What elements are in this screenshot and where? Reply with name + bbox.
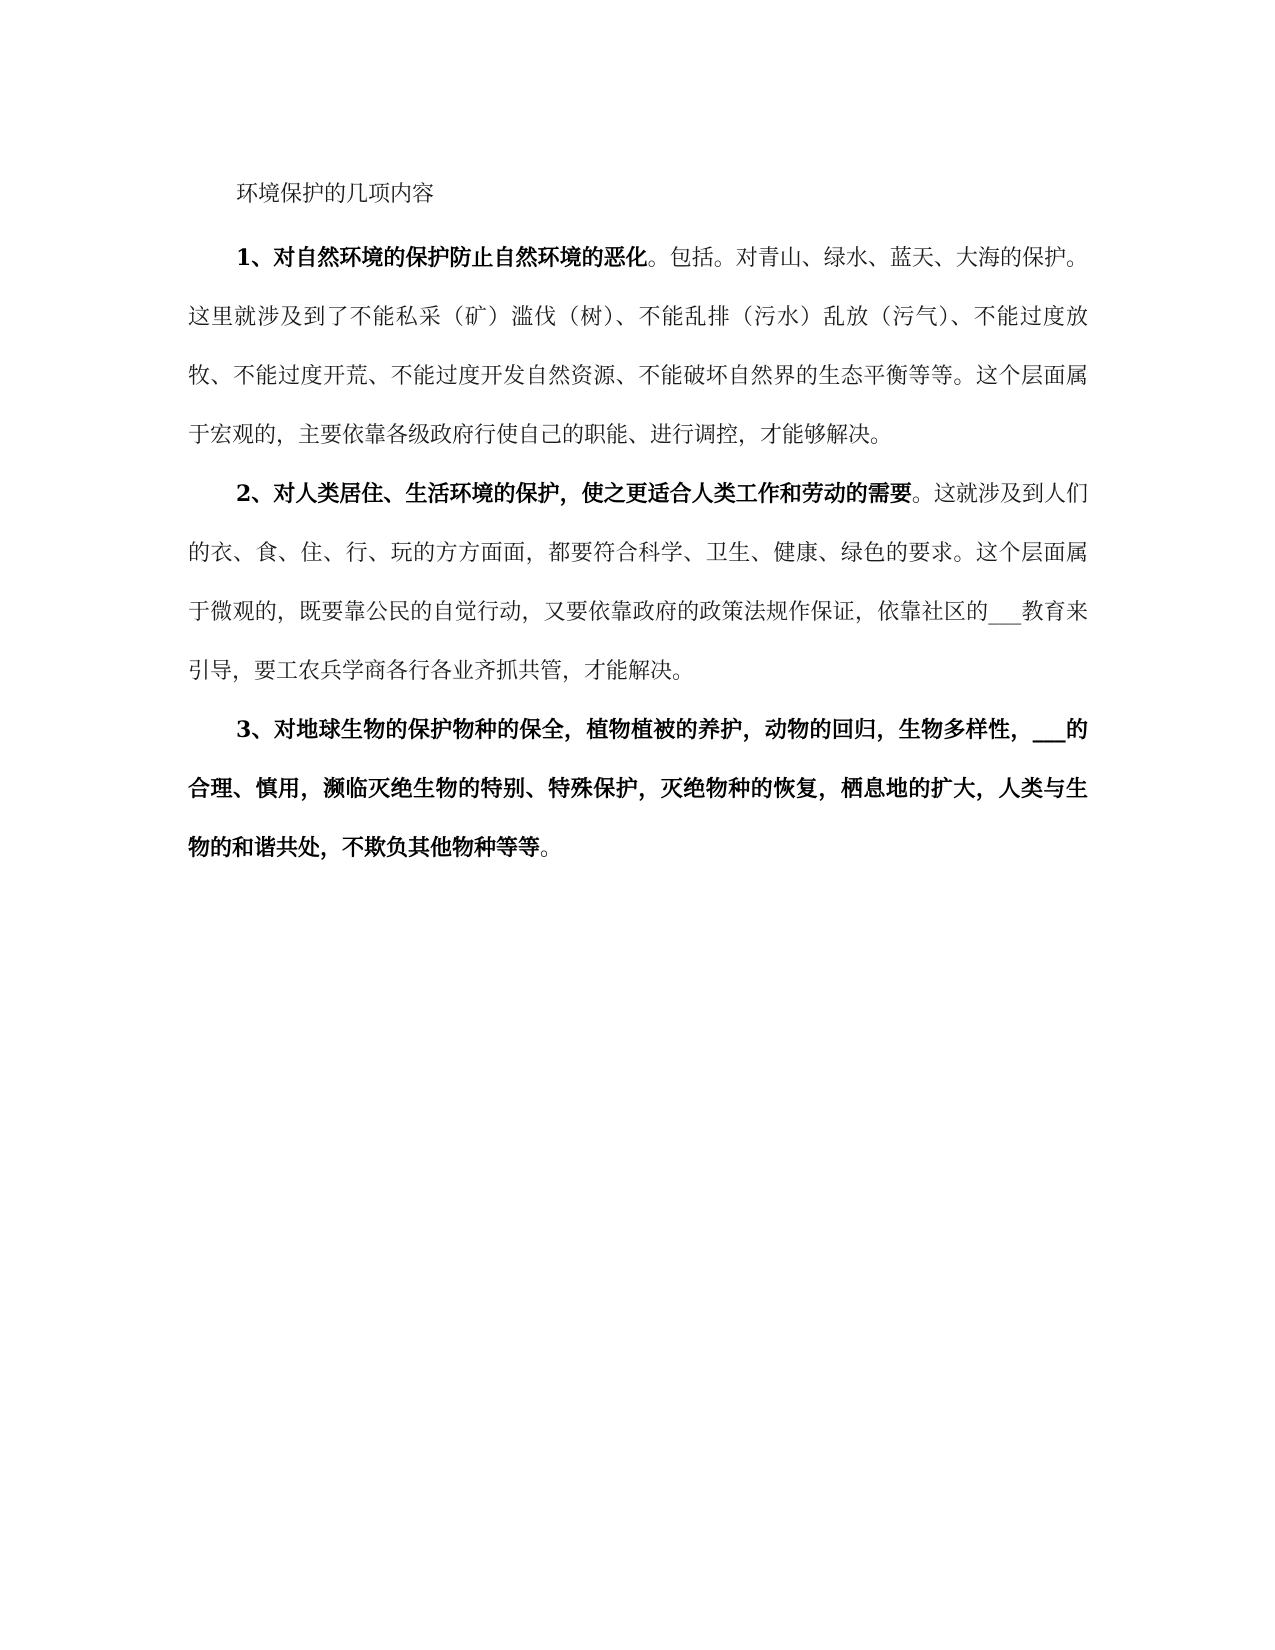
paragraph-3-text: 。 <box>540 836 563 861</box>
document-body <box>188 170 1088 878</box>
paragraph-2-lead: 2、对人类居住、生活环境的保护，使之更适合人类工作和劳动的需要 <box>236 481 912 507</box>
paragraph-2 <box>188 465 1088 701</box>
paragraph-1 <box>188 229 1088 465</box>
paragraph-3-lead: 3、对地球生物的保护物种的保全，植物植被的养护，动物的回归，生物多样性，___的合理、慎用，濒临灭绝生物的特别、特殊保护，灭绝物种的恢复，栖息地的扩大，人类与生物的和谐共处，不欺负其他物种等等 <box>188 717 1088 861</box>
document-title: 环境保护的几项内容 <box>236 182 435 207</box>
paragraph-3 <box>188 701 1088 878</box>
paragraph-1-lead: 1、对自然环境的保护防止自然环境的恶化 <box>236 245 648 271</box>
paragraph-2-text: 。这就涉及到人们的衣、食、住、行、玩的方方面面，都要符合科学、卫生、健康、绿色的要求。这个层面属于微观的，既要靠公民的自觉行动，又要依靠政府的政策法规作保证，依靠社区的___教育来引导，要工农兵学商各行各业齐抓共管，才能解决。 <box>188 482 1088 684</box>
paragraph-1-text: 。包括。对青山、绿水、蓝天、大海的保护。这里就涉及到了不能私采（矿）滥伐（树）、不能乱排（污水）乱放（污气）、不能过度放牧、不能过度开荒、不能过度开发自然资源、不能破坏自然界的生态平衡等等。这个层面属于宏观的，主要依靠各级政府行使自己的职能、进行调控，才能够解决。 <box>188 246 1088 448</box>
